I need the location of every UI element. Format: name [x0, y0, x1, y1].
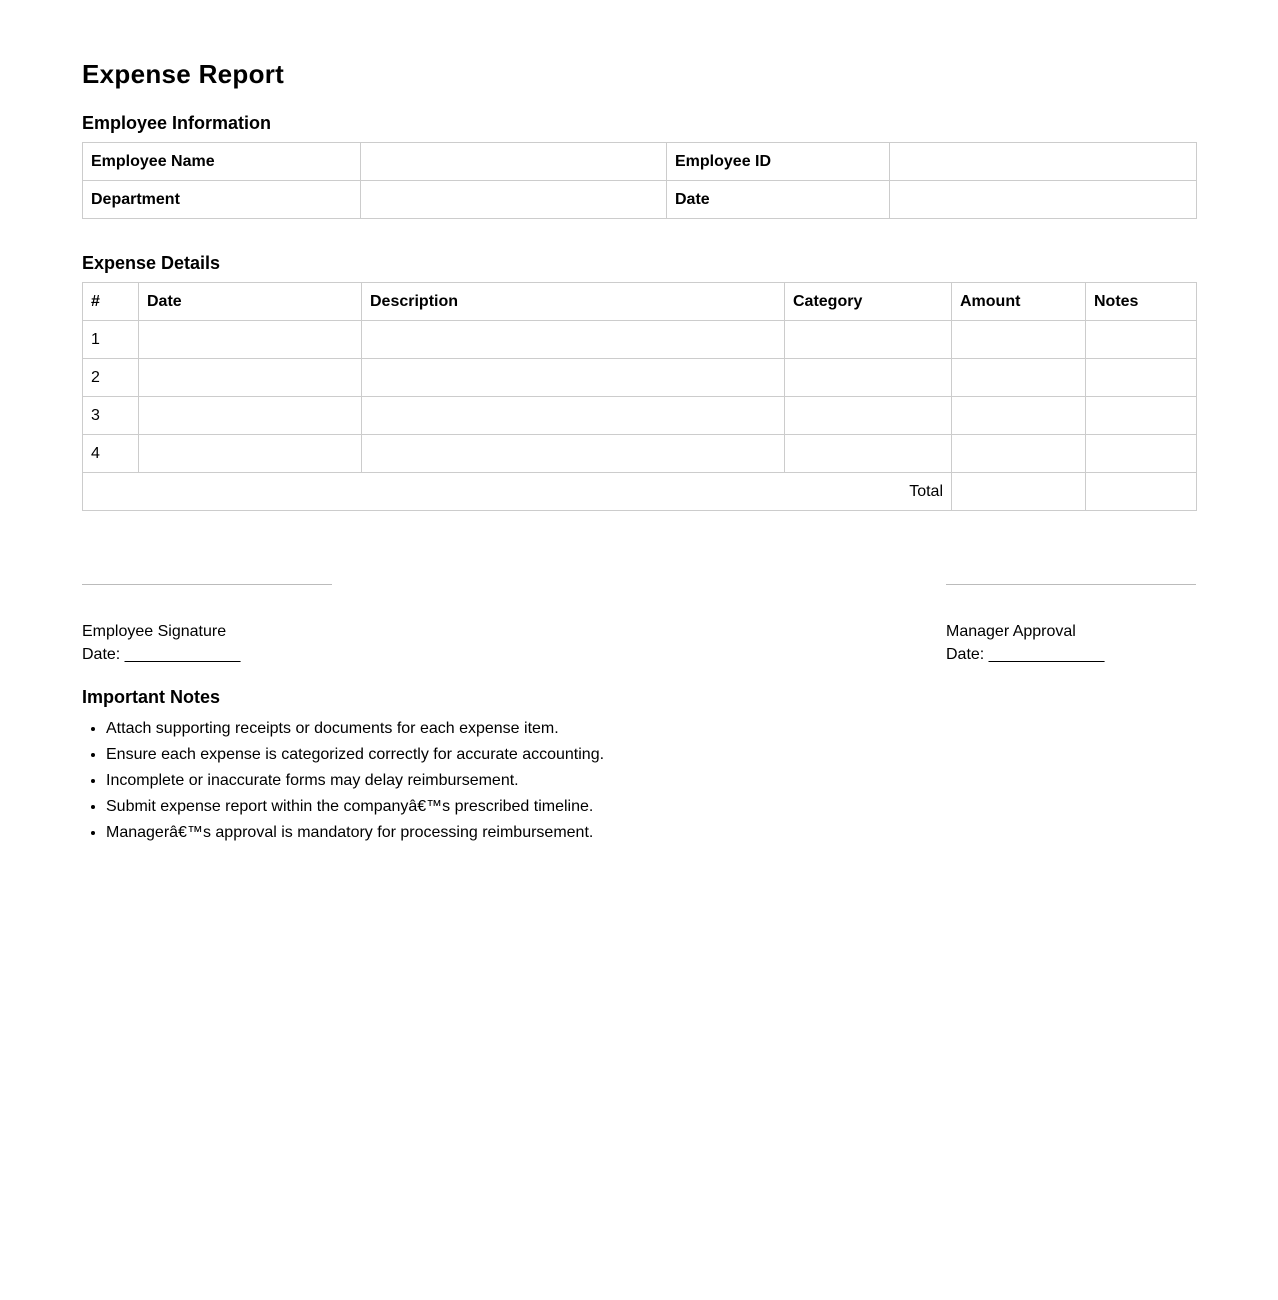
- expense-amount-cell[interactable]: [952, 397, 1086, 435]
- total-label: Total: [83, 473, 952, 511]
- expense-notes-cell[interactable]: [1086, 321, 1197, 359]
- expense-category-cell[interactable]: [785, 321, 952, 359]
- list-item: • Managerâ€™s approval is mandatory for processing reimbursement.: [106, 820, 604, 846]
- expense-row-number: 2: [83, 359, 139, 397]
- expense-description-cell[interactable]: [362, 321, 785, 359]
- expense-details-heading: Expense Details: [82, 253, 221, 273]
- expense-notes-cell[interactable]: [1086, 359, 1197, 397]
- manager-approval-block: [946, 584, 1196, 666]
- employee-signature-caption: [82, 620, 332, 666]
- employee-info-row: [83, 181, 1197, 219]
- employee-signature-date: Date: _____________: [82, 646, 241, 663]
- manager-signature-line[interactable]: [946, 584, 1196, 585]
- expense-details-table: [82, 282, 1197, 511]
- list-item: • Incomplete or inaccurate forms may delay reimbursement.: [106, 768, 604, 794]
- manager-approval-label: Manager Approval: [946, 623, 1076, 640]
- column-header-notes: Notes: [1086, 283, 1197, 321]
- employee-info-heading: Employee Information: [82, 113, 272, 133]
- expense-description-cell[interactable]: [362, 397, 785, 435]
- list-item: • Ensure each expense is categorized correctly for accurate accounting.: [106, 742, 604, 768]
- employee-name-label: Employee Name: [83, 143, 361, 181]
- expense-date-cell[interactable]: [139, 321, 362, 359]
- expense-row-number: 4: [83, 435, 139, 473]
- column-header-amount: Amount: [952, 283, 1086, 321]
- list-item: • Submit expense report within the companyâ€™s prescribed timeline.: [106, 794, 604, 820]
- total-row: [83, 473, 1197, 511]
- department-label: Department: [83, 181, 361, 219]
- employee-signature-block: [82, 584, 332, 666]
- manager-approval-caption: [946, 620, 1196, 666]
- employee-signature-line[interactable]: [82, 584, 332, 585]
- expense-date-cell[interactable]: [139, 359, 362, 397]
- expense-description-cell[interactable]: [362, 359, 785, 397]
- employee-info-row: [83, 143, 1197, 181]
- manager-approval-date: Date: _____________: [946, 646, 1105, 663]
- employee-info-table: [82, 142, 1197, 219]
- expense-date-cell[interactable]: [139, 435, 362, 473]
- important-notes-list: [82, 716, 604, 846]
- expense-category-cell[interactable]: [785, 397, 952, 435]
- expense-date-cell[interactable]: [139, 397, 362, 435]
- employee-id-label: Employee ID: [667, 143, 890, 181]
- expense-row: [83, 359, 1197, 397]
- expense-row: [83, 321, 1197, 359]
- expense-amount-cell[interactable]: [952, 321, 1086, 359]
- expense-row-number: 3: [83, 397, 139, 435]
- column-header-description: Description: [362, 283, 785, 321]
- column-header-date: Date: [139, 283, 362, 321]
- expense-table-header: [83, 283, 1197, 321]
- expense-amount-cell[interactable]: [952, 359, 1086, 397]
- expense-category-cell[interactable]: [785, 435, 952, 473]
- expense-category-cell[interactable]: [785, 359, 952, 397]
- important-notes-heading: Important Notes: [82, 687, 221, 707]
- expense-row: [83, 435, 1197, 473]
- employee-id-field[interactable]: [890, 143, 1197, 181]
- total-notes-cell[interactable]: [1086, 473, 1197, 511]
- expense-notes-cell[interactable]: [1086, 397, 1197, 435]
- expense-amount-cell[interactable]: [952, 435, 1086, 473]
- column-header-category: Category: [785, 283, 952, 321]
- column-header-number: #: [83, 283, 139, 321]
- expense-description-cell[interactable]: [362, 435, 785, 473]
- employee-signature-label: Employee Signature: [82, 623, 227, 640]
- employee-name-field[interactable]: [361, 143, 667, 181]
- expense-row-number: 1: [83, 321, 139, 359]
- date-label: Date: [667, 181, 890, 219]
- page-title: Expense Report: [82, 59, 285, 89]
- date-field[interactable]: [890, 181, 1197, 219]
- list-item: • Attach supporting receipts or documents for each expense item.: [106, 716, 604, 742]
- total-amount-cell[interactable]: [952, 473, 1086, 511]
- expense-notes-cell[interactable]: [1086, 435, 1197, 473]
- department-field[interactable]: [361, 181, 667, 219]
- expense-row: [83, 397, 1197, 435]
